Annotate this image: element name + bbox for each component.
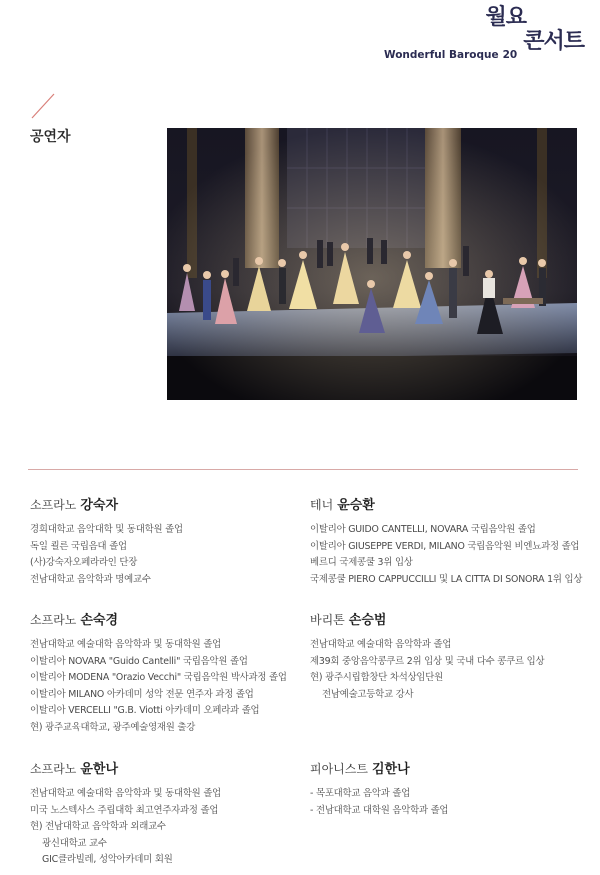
performance-photo	[167, 128, 577, 400]
performer-career-list	[30, 637, 320, 737]
career-item: 이탈리아 GIUSEPPE VERDI, MILANO 국립음악원 비엔뇨과정 졸업	[310, 540, 580, 552]
career-item: 경희대학교 음악대학 및 동대학원 졸업	[30, 524, 183, 535]
career-item: 전남대학교 예술대학 음악학과 및 동대학원 졸업	[30, 788, 222, 799]
performer-heading	[30, 758, 320, 777]
performer-card	[310, 494, 600, 588]
career-item: 미국 노스텍사스 주립대학 최고연주자과정 졸업	[30, 804, 219, 816]
career-item: 현) 광주교육대학교, 광주예술영재원 출강	[30, 721, 196, 733]
career-item: 이탈리아 MODENA "Orazio Vecchi" 국립음악원 박사과정 졸업	[30, 672, 287, 684]
performer-son-seungbeom	[310, 609, 600, 703]
career-item: (사)강숙자오페라라인 단장	[30, 557, 138, 569]
performer-name: 강숙자	[80, 498, 119, 513]
section-title: 공연자	[30, 129, 71, 145]
performer-role: 테너	[310, 498, 334, 512]
career-item: 베르디 국제콩쿨 3위 입상	[310, 557, 413, 569]
performer-card	[310, 609, 600, 703]
performer-name: 윤승환	[337, 498, 375, 513]
performer-name: 윤한나	[80, 762, 119, 777]
performer-card	[310, 758, 600, 819]
performer-heading	[310, 494, 600, 513]
performer-yoon-seunghwan	[310, 494, 600, 588]
career-item: 광신대학교 교수	[42, 837, 107, 849]
performer-name: 손숙경	[80, 613, 119, 628]
performer-kim-hanna	[310, 758, 600, 819]
performer-career-list	[310, 786, 600, 819]
career-item: 전남예술고등학교 강사	[322, 688, 414, 700]
career-item: - 목포대학교 음악과 졸업	[310, 788, 411, 799]
career-item: 현) 전남대학교 음악학과 외래교수	[30, 821, 166, 833]
career-item: 현) 광주시립합창단 차석상임단원	[310, 672, 444, 684]
brand-logo	[384, 6, 584, 62]
career-item: GIC클라빌레, 성악아카데미 회원	[42, 854, 173, 866]
performer-card	[30, 758, 320, 869]
performer-role: 소프라노	[30, 762, 77, 776]
career-item: 이탈리아 NOVARA "Guido Cantelli" 국립음악원 졸업	[30, 655, 248, 667]
brand-subtitle-text: Wonderful Baroque	[384, 49, 499, 61]
performer-heading	[310, 758, 600, 777]
career-item: - 전남대학교 대학원 음악학과 졸업	[310, 804, 449, 816]
brand-title	[485, 6, 584, 54]
performer-card	[30, 494, 320, 588]
performer-son-sukkyung	[30, 609, 320, 737]
performer-heading	[30, 609, 320, 628]
performer-role: 바리톤	[310, 613, 345, 627]
performer-career-list	[30, 522, 320, 588]
performer-name: 손승범	[348, 613, 387, 628]
performer-career-list	[30, 786, 320, 869]
brand-subtitle	[384, 49, 517, 61]
performer-career-list	[310, 522, 600, 588]
performer-name: 김한나	[371, 762, 410, 777]
career-item: 독일 쾰른 국립음대 졸업	[30, 540, 127, 552]
career-item: 전남대학교 음악학과 명예교수	[30, 573, 151, 585]
performer-yoon-hanna	[30, 758, 320, 869]
decorative-slash	[30, 92, 56, 120]
section-divider	[28, 469, 578, 470]
performer-role: 피아니스트	[310, 762, 368, 776]
performer-role: 소프라노	[30, 498, 77, 512]
career-item: 이탈리아 GUIDO CANTELLI, NOVARA 국립음악원 졸업	[310, 524, 536, 535]
performer-role: 소프라노	[30, 613, 77, 627]
brand-title-line2: 콘서트	[523, 29, 584, 54]
performer-heading	[310, 609, 600, 628]
performer-heading	[30, 494, 320, 513]
career-item: 전남대학교 예술대학 음악학과 및 동대학원 졸업	[30, 639, 222, 650]
career-item: 전남대학교 예술대학 음악학과 졸업	[310, 639, 452, 650]
performer-card	[30, 609, 320, 737]
brand-number: 20	[502, 49, 518, 61]
performer-kang	[30, 494, 320, 588]
career-item: 이탈리아 MILANO 아카데미 성악 전문 연주자 과정 졸업	[30, 688, 254, 700]
brand-title-line1: 월요	[485, 5, 526, 30]
performer-career-list	[310, 637, 600, 703]
career-item: 제39회 중앙음악콩쿠르 2위 입상 및 국내 다수 콩쿠르 입상	[310, 655, 545, 667]
career-item: 국제콩쿨 PIERO CAPPUCCILLI 및 LA CITTA DI SONORA 1위 입상	[310, 573, 583, 585]
career-item: 이탈리아 VERCELLI "G.B. Viotti 아카데미 오페라과 졸업	[30, 705, 260, 717]
